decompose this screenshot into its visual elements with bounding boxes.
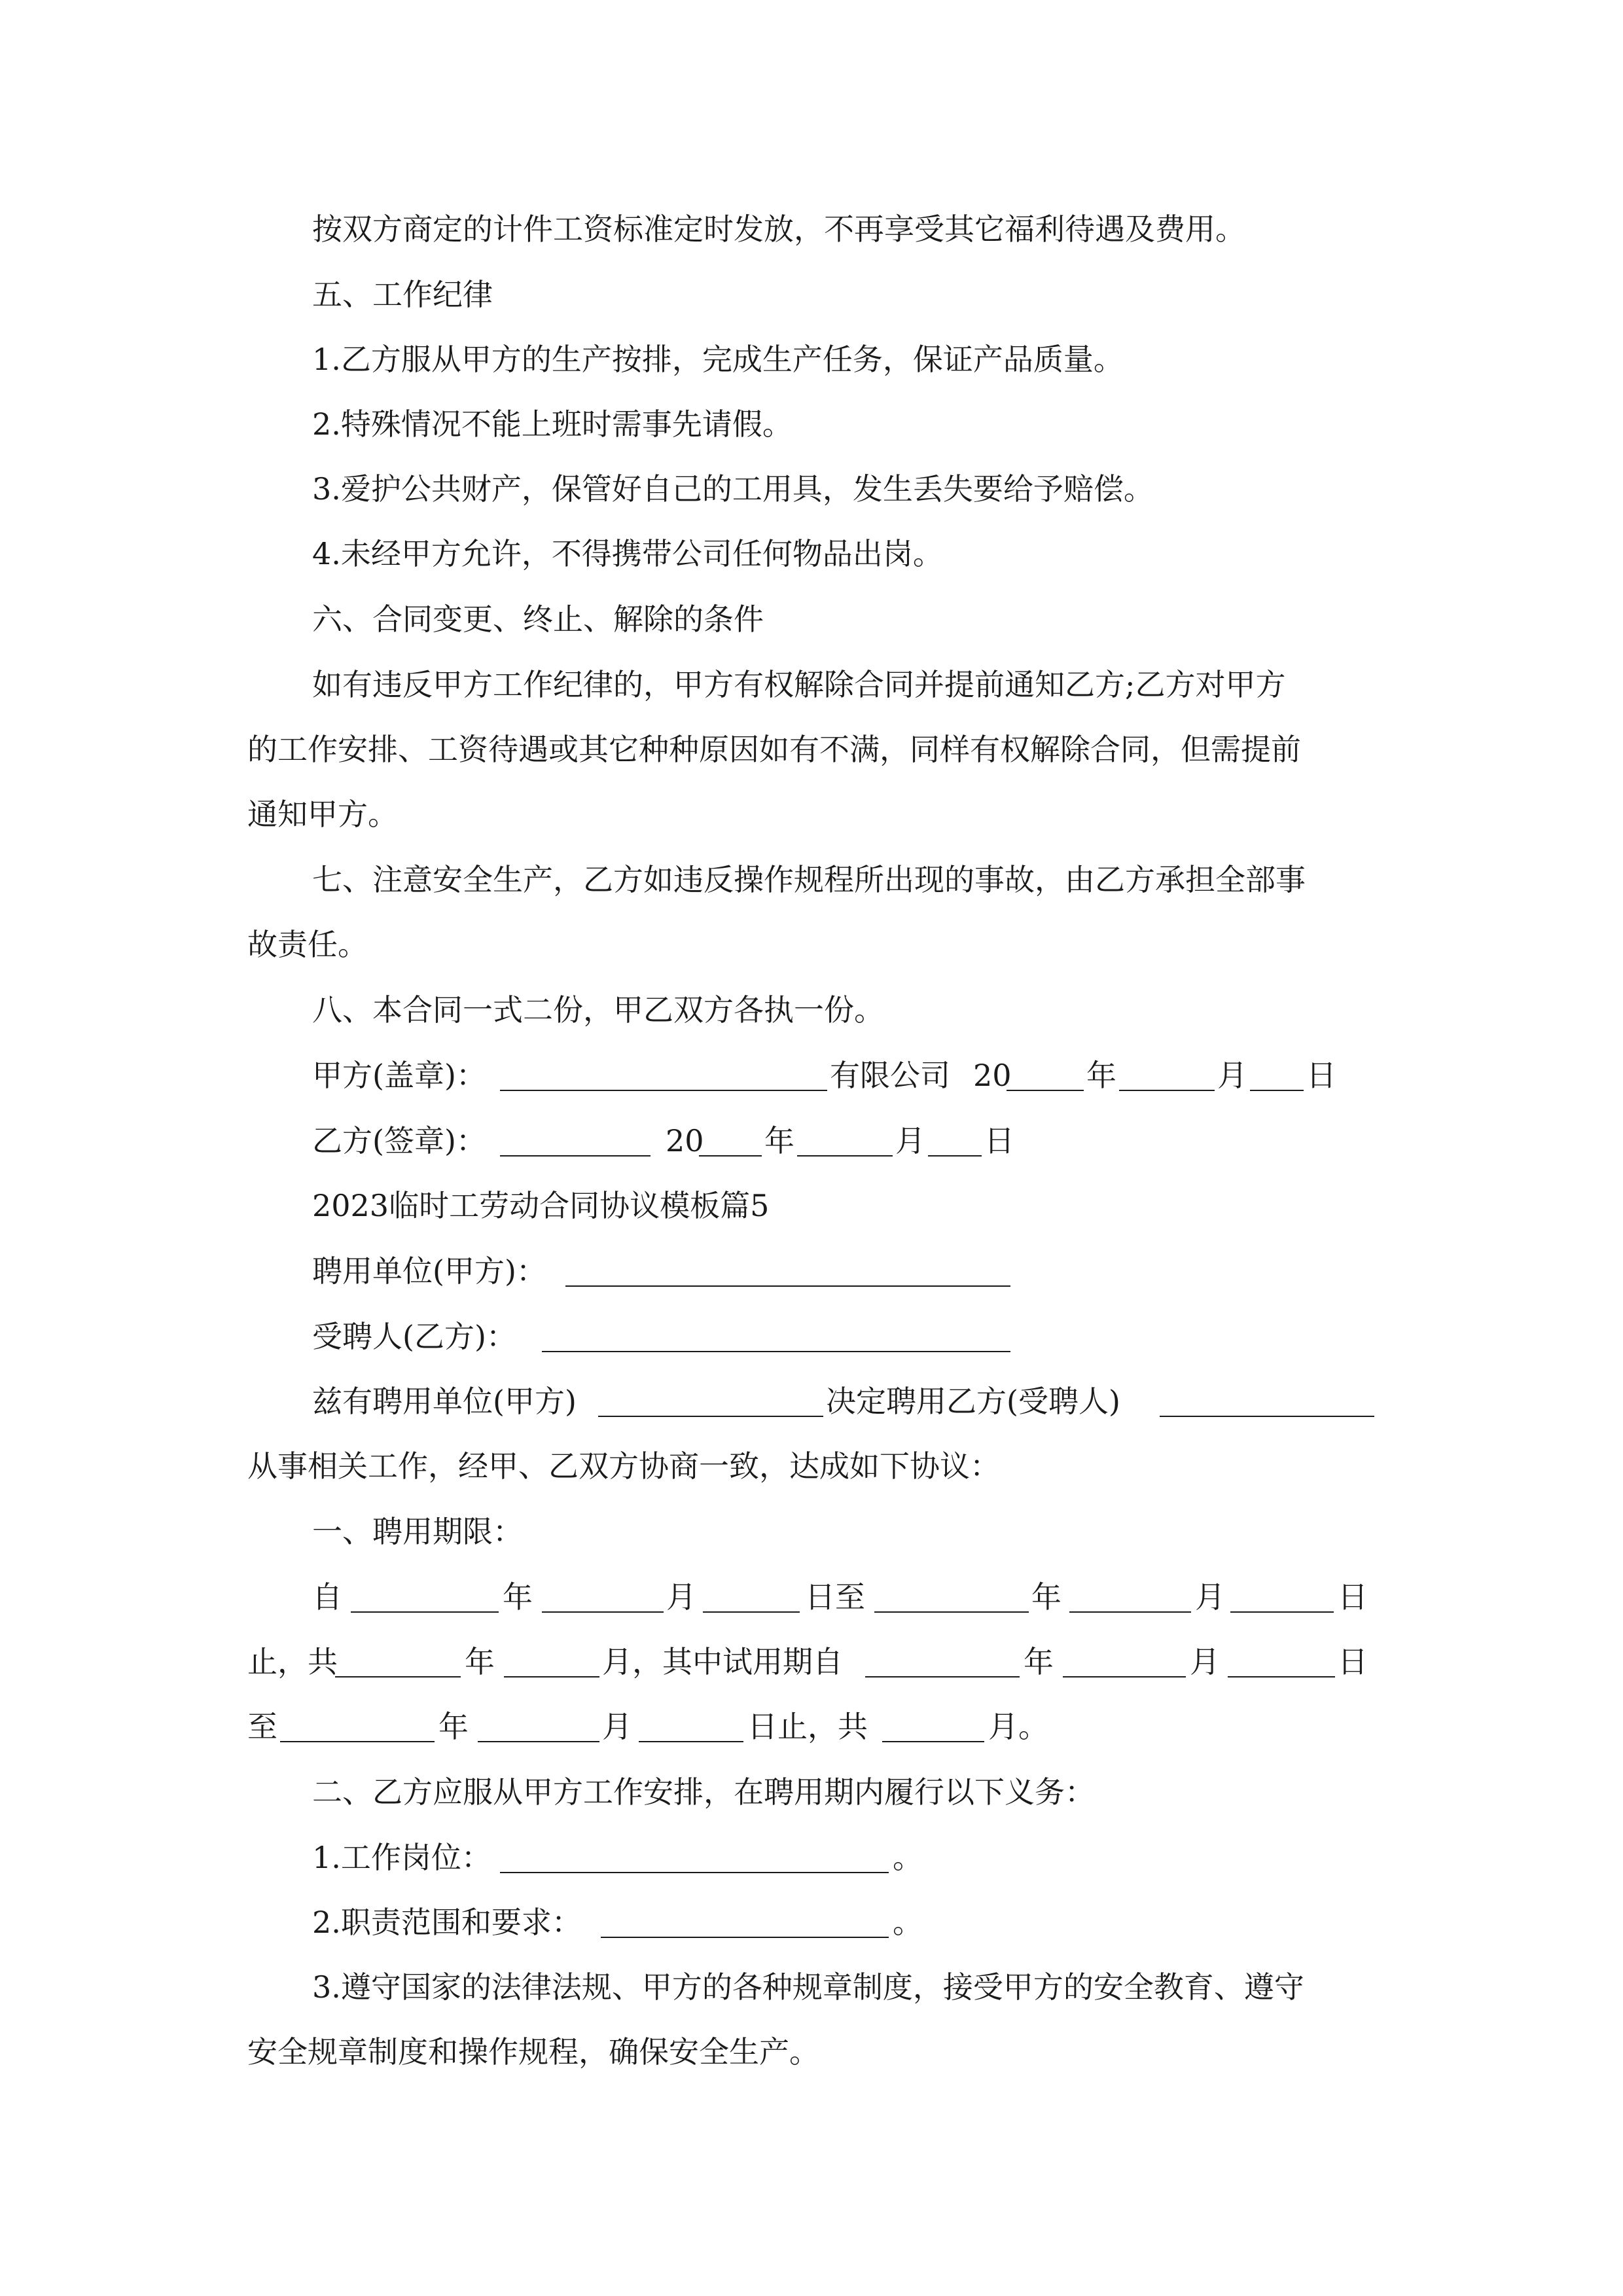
probation-end-year-blank[interactable] [280,1741,435,1742]
text: 如有违反甲方工作纪律的，甲方有权解除合同并提前通知乙方;乙方对甲方 [312,667,1286,702]
probation-total-months-blank[interactable] [882,1741,984,1742]
word-day-end-total: 日止，共 [747,1709,868,1744]
year-unit: 年 [764,1123,794,1158]
month-blank[interactable] [797,1155,893,1157]
term-line-2 [0,1629,1623,1695]
paragraph-termination-line-2 [0,717,1623,782]
employee-label: 受聘人(乙方)： [312,1319,516,1354]
employee-line [0,1304,1623,1369]
heading-text: 六、合同变更、终止、解除的条件 [312,601,764,637]
discipline-item-3 [0,456,1623,522]
probation-end-day-blank[interactable] [639,1741,743,1742]
day-blank[interactable] [1250,1090,1304,1091]
year-prefix: 20 [973,1058,1012,1093]
discipline-item-1 [0,327,1623,392]
text: 八、本合同一式二份，甲乙双方各执一份。 [312,992,884,1028]
intro-text-b: 决定聘用乙方(受聘人) [826,1384,1120,1419]
intro-text-a: 兹有聘用单位(甲方) [312,1384,577,1419]
word-day: 日 [1338,1644,1368,1679]
probation-start-year-blank[interactable] [865,1676,1020,1677]
heading-contract-change [0,586,1623,652]
intro-line-1 [0,1369,1623,1434]
responsibilities-blank[interactable] [601,1937,889,1938]
period: 。 [893,1840,923,1875]
intro-text-c: 从事相关工作，经甲、乙双方协商一致，达成如下协议： [247,1448,1000,1484]
text: 安全规章制度和操作规程，确保安全生产。 [247,2034,819,2070]
start-month-blank[interactable] [542,1611,664,1613]
word-end-total: 止，共 [247,1644,338,1679]
month-unit: 月 [895,1123,925,1158]
employer-intro-blank[interactable] [598,1416,823,1417]
text: 故责任。 [247,927,368,962]
text: 七、注意安全生产，乙方如违反操作规程所出现的事故，由乙方承担全部事 [312,862,1306,897]
end-year-blank[interactable] [874,1611,1029,1613]
paragraph-copies [0,977,1623,1043]
month-blank[interactable] [1119,1090,1215,1091]
word-from: 自 [312,1579,342,1615]
text: 4.未经甲方允许，不得携带公司任何物品出岗。 [312,536,943,571]
word-day: 日 [1338,1579,1368,1615]
word-month: 月 [1195,1579,1225,1615]
word-year: 年 [438,1709,469,1744]
text: 3.遵守国家的法律法规、甲方的各种规章制度，接受甲方的安全教育、遵守 [312,1969,1304,2005]
period: 。 [893,1905,923,1940]
employer-line [0,1238,1623,1304]
word-year: 年 [1031,1579,1061,1615]
heading-text: 二、乙方应服从甲方工作安排，在聘用期内履行以下义务： [312,1774,1095,1810]
signature-line-party-a [0,1043,1623,1108]
paragraph-safety-line-1 [0,847,1623,912]
word-year: 年 [503,1579,533,1615]
paragraph-termination-line-1 [0,652,1623,717]
word-months-end: 月。 [988,1709,1048,1744]
total-months-blank[interactable] [504,1676,599,1677]
probation-start-month-blank[interactable] [1063,1676,1186,1677]
text: 1.乙方服从甲方的生产按排，完成生产任务，保证产品质量。 [312,342,1124,377]
word-year: 年 [465,1644,495,1679]
employer-blank[interactable] [565,1285,1010,1287]
probation-start-day-blank[interactable] [1228,1676,1335,1677]
section-title [0,1173,1623,1238]
duty-item-3-line-1 [0,1954,1623,2020]
term-line-3 [0,1694,1623,1759]
term-line-1 [0,1564,1623,1630]
word-month: 月 [602,1709,632,1744]
party-b-sign-label: 乙方(签章)： [312,1123,486,1158]
employee-intro-blank[interactable] [1160,1416,1374,1417]
heading-term [0,1499,1623,1564]
heading-work-discipline [0,262,1623,327]
duty-item-1 [0,1825,1623,1890]
discipline-item-4 [0,521,1623,586]
text: 2.特殊情况不能上班时需事先请假。 [312,406,793,442]
job-position-label: 1.工作岗位： [312,1840,491,1875]
word-month: 月 [666,1579,696,1615]
text: 按双方商定的计件工资标准定时发放，不再享受其它福利待遇及费用。 [312,211,1245,247]
discipline-item-2 [0,391,1623,457]
section-title-text: 2023临时工劳动合同协议模板篇5 [312,1188,770,1223]
employee-blank[interactable] [542,1351,1010,1352]
word-month: 月 [1190,1644,1220,1679]
start-year-blank[interactable] [351,1611,499,1613]
word-day-to: 日至 [805,1579,865,1615]
text: 3.爱护公共财产，保管好自己的工用具，发生丢失要给予赔偿。 [312,471,1154,507]
text: 通知甲方。 [247,797,398,832]
month-unit: 月 [1217,1058,1247,1093]
day-unit: 日 [1306,1058,1336,1093]
job-position-blank[interactable] [500,1872,889,1873]
year-unit: 年 [1086,1058,1116,1093]
day-blank[interactable] [928,1155,982,1157]
duty-item-2 [0,1890,1623,1955]
year-prefix: 20 [666,1123,704,1158]
year-blank[interactable] [699,1155,762,1157]
end-day-blank[interactable] [1230,1611,1334,1613]
year-blank[interactable] [1007,1090,1084,1091]
employer-label: 聘用单位(甲方)： [312,1253,546,1289]
paragraph-wage-payment [0,196,1623,262]
duty-item-3-line-2 [0,2019,1623,2085]
heading-text: 五、工作纪律 [312,277,493,312]
total-years-blank[interactable] [335,1676,461,1677]
word-year: 年 [1024,1644,1054,1679]
party-a-seal-label: 甲方(盖章)： [312,1058,486,1093]
intro-line-2 [0,1433,1623,1499]
paragraph-safety-line-2 [0,912,1623,977]
word-probation-from: 月，其中试用期自 [602,1644,843,1679]
end-month-blank[interactable] [1069,1611,1191,1613]
day-unit: 日 [984,1123,1014,1158]
probation-end-month-blank[interactable] [478,1741,599,1742]
paragraph-termination-line-3 [0,781,1623,847]
heading-duties [0,1759,1623,1825]
word-to: 至 [247,1709,277,1744]
party-a-name-blank[interactable] [500,1090,827,1091]
heading-text: 一、聘用期限： [312,1514,523,1549]
signature-line-party-b [0,1108,1623,1174]
responsibilities-label: 2.职责范围和要求： [312,1905,582,1940]
company-suffix: 有限公司 [830,1058,950,1093]
party-b-name-blank[interactable] [500,1155,651,1157]
text: 的工作安排、工资待遇或其它种种原因如有不满，同样有权解除合同，但需提前 [247,732,1301,767]
start-day-blank[interactable] [703,1611,800,1613]
